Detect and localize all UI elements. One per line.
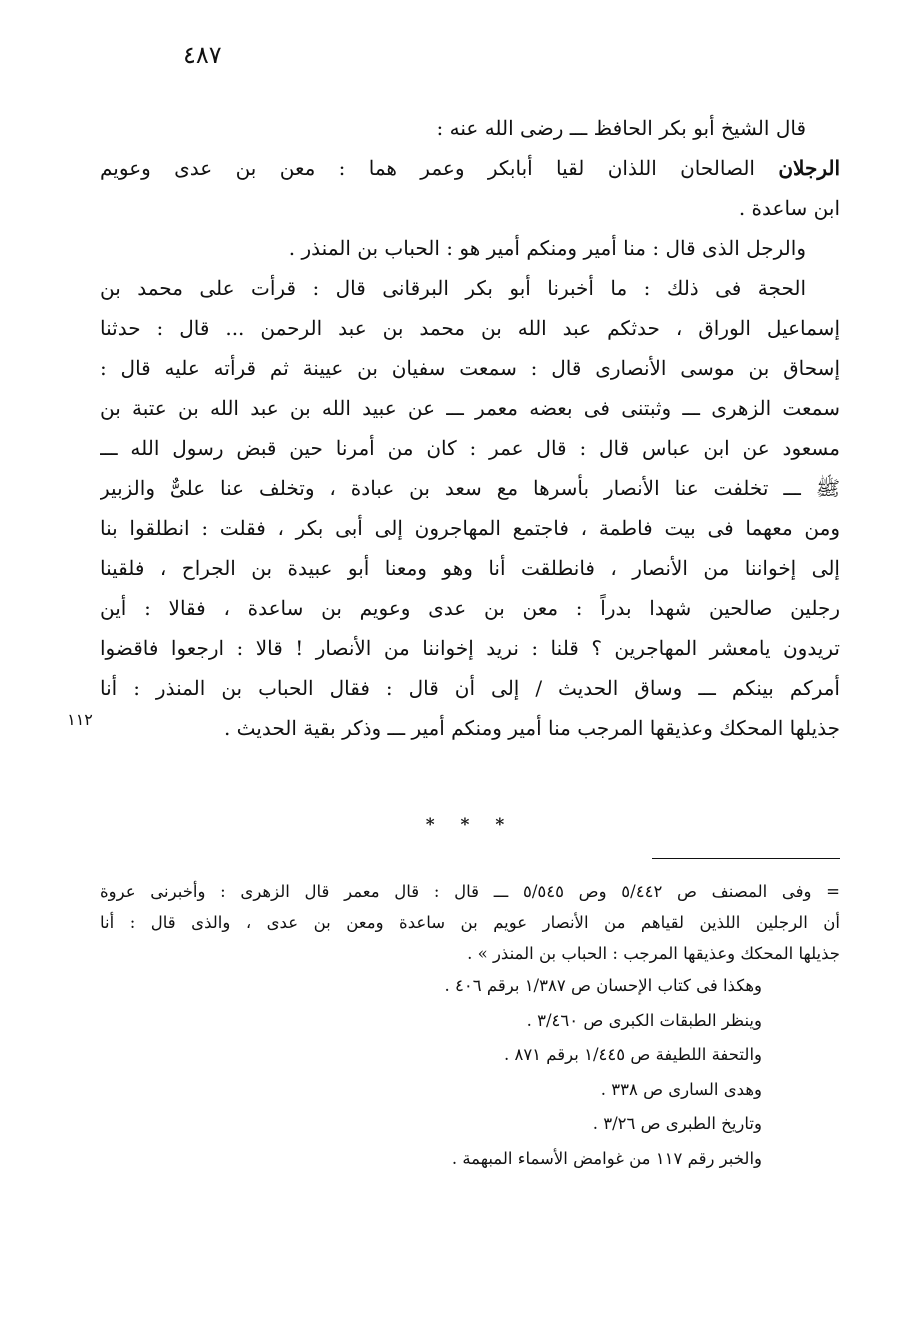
text-line: إلى إخواننا من الأنصار ، فانطلقت أنا وهو ومعنا أبو عبيدة بن الجراح ، فلقينا [100,556,840,580]
footnote-reference: وهدى السارى ص ٣٣٨ . [600,1079,762,1099]
text-line: أمركم بينكم ـــ وساق الحديث / إلى أن قال : فقال الحباب بن المنذر : أنا [100,676,840,700]
margin-number: ١١٢ [67,710,93,729]
text-line: جذيلها المحكك وعذيقها المرجب منا أمير ومنكم أمير ـــ وذكر بقية الحديث . [223,716,840,740]
footnote-line: = وفى المصنف ص ٥/٤٤٢ وص ٥/٥٤٥ ـــ قال : قال معمر قال الزهرى : وأخبرنى عروة [100,882,840,901]
text-line: إسماعيل الوراق ، حدثكم عبد الله بن محمد بن عبد الرحمن ... قال : حدثنا [100,316,840,340]
text-line: تريدون يامعشر المهاجرين ؟ قلنا : نريد إخواننا من الأنصار ! قالا : ارجعوا فاقضوا [100,636,840,660]
text-line-rest: الصالحان اللذان لقيا أبابكر وعمر هما : معن بن عدى وعويم [100,156,755,180]
footnote-reference: وتاريخ الطبرى ص ٣/٢٦ . [592,1114,762,1133]
footnotes [100,876,840,1176]
text-line: قال الشيخ أبو بكر الحافظ ـــ رضى الله عنه : [436,116,806,140]
text-line: سمعت الزهرى ـــ وثبتنى فى بعضه معمر ـــ عن عبيد الله بن عبد الله بن عتبة بن [100,396,840,420]
footnote-line: جذيلها المحكك وعذيقها المرجب : الحباب بن المنذر » . [467,944,840,963]
text-line [100,148,840,188]
text-line: رجلين صالحين شهدا بدراً : معن بن عدى وعويم بن ساعدة ، فقالا : أين [100,596,840,620]
footnote-reference: وينظر الطبقات الكبرى ص ٣/٤٦٠ . [526,1010,762,1030]
text-line: ومن معهما فى بيت فاطمة ، فاجتمع المهاجرون إلى أبى بكر ، فقلت : انطلقوا بنا [100,516,840,540]
text-line: ﷺ ـــ تخلفت عنا الأنصار بأسرها مع سعد بن عبادة ، وتخلف عنا علىٌّ والزبير [100,476,840,500]
text-line: والرجل الذى قال : منا أمير ومنكم أمير هو : الحباب بن المنذر . [288,236,806,260]
main-text [100,108,840,748]
section-separator: * * * [425,815,515,835]
footnote-divider [652,858,840,859]
footnote-references [100,969,840,1176]
footnote-line: أن الرجلين اللذين لقياهم من الأنصار عويم بن ساعدة ومعن بن عدى ، والذى قال : أنا [100,913,840,932]
page-number: ٤٨٧ [183,41,222,69]
text-line: الحجة فى ذلك : ما أخبرنا أبو بكر البرقانى قال : قرأت على محمد بن [100,276,806,300]
text-line: إسحاق بن موسى الأنصارى قال : سمعت سفيان بن عيينة ثم قرأته عليه قال : [100,356,840,380]
text-line: ابن ساعدة . [738,196,840,220]
footnote-reference: وهكذا فى كتاب الإحسان ص ١/٣٨٧ برقم ٤٠٦ . [444,976,762,995]
bold-heading-word: الرجلان [778,156,840,180]
text-line: مسعود عن ابن عباس قال : قال عمر : كان من أمرنا حين قبض رسول الله ـــ [100,436,840,460]
footnote-reference: والخبر رقم ١١٧ من غوامض الأسماء المبهمة . [451,1148,762,1168]
footnote-reference: والتحفة اللطيفة ص ١/٤٤٥ برقم ٨٧١ . [503,1045,762,1064]
